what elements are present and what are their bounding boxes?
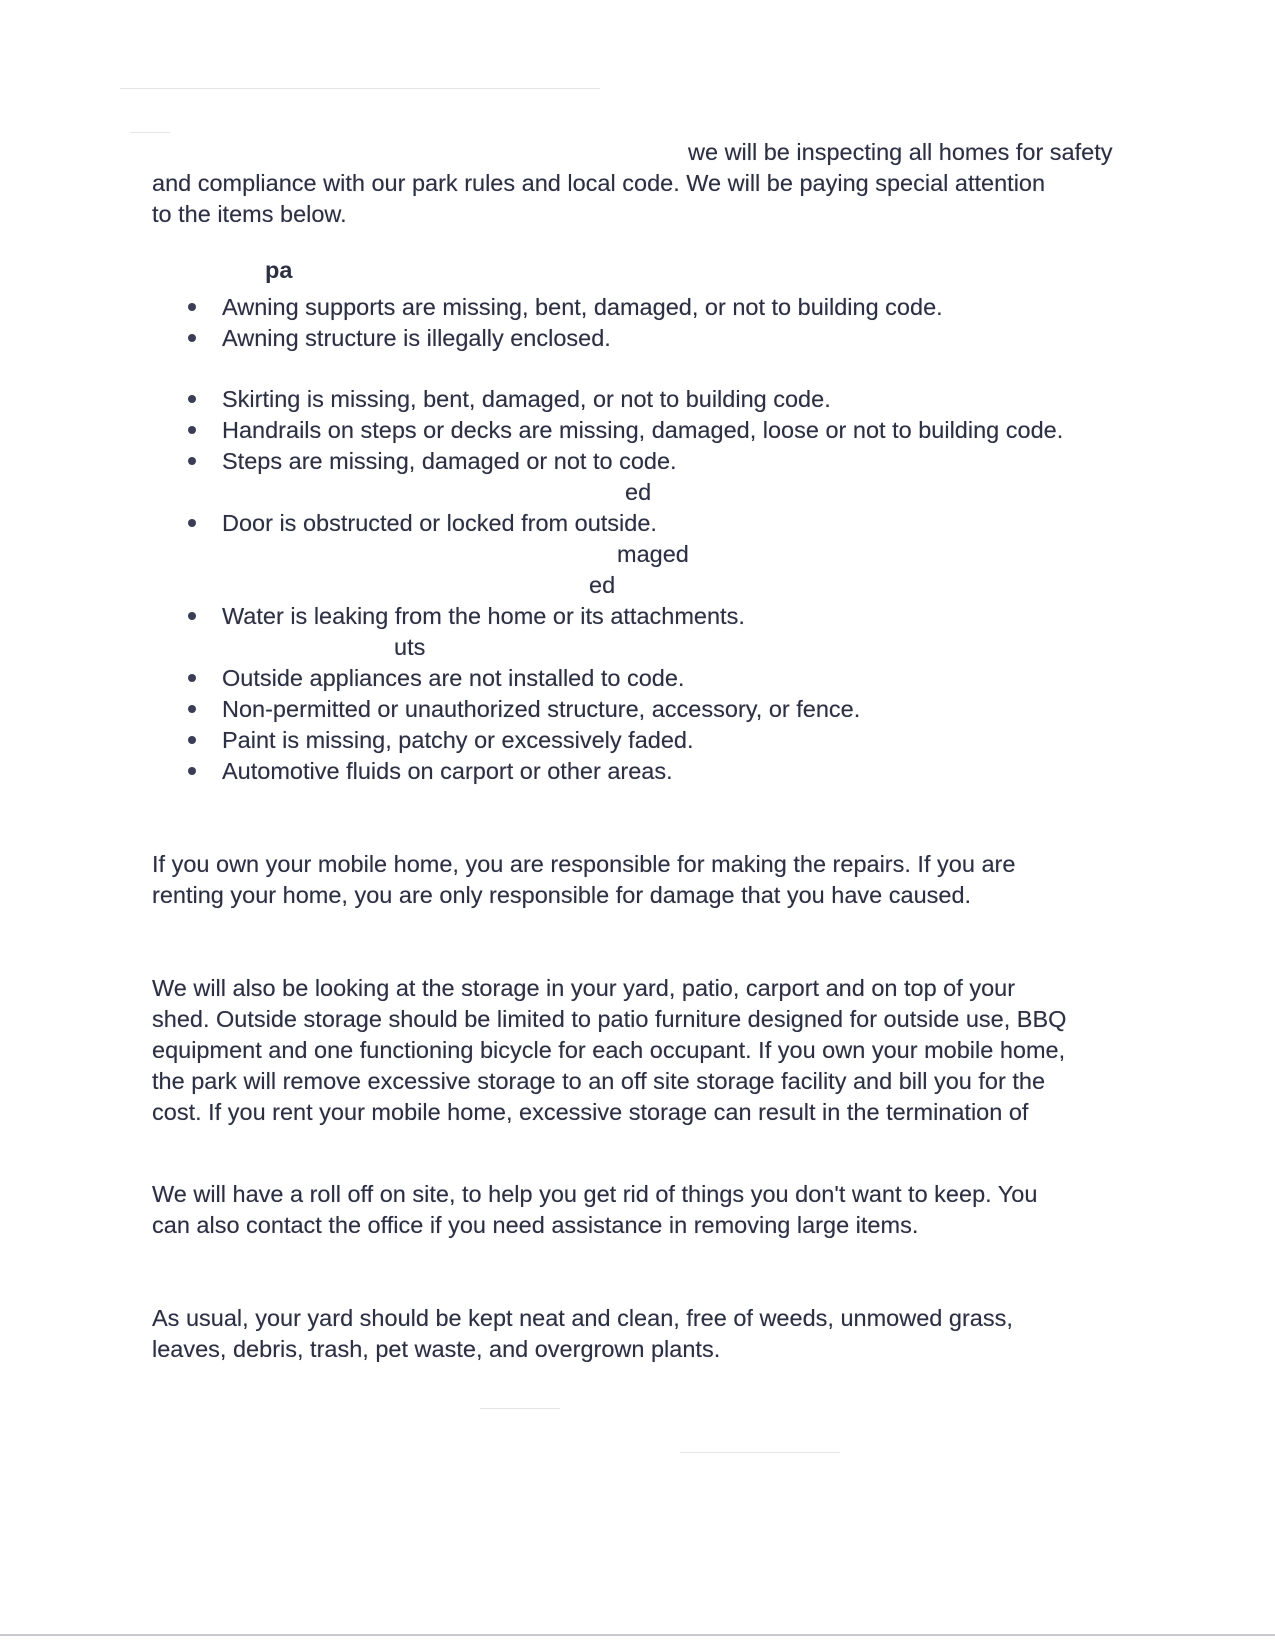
list-item (188, 601, 745, 632)
bullet-dot (188, 705, 196, 713)
list-item (188, 415, 1063, 446)
text-fragment: maged (617, 541, 689, 567)
paragraph-rolloff (152, 1179, 1037, 1241)
paragraph-line: leaves, debris, trash, pet waste, and overgrown plants. (152, 1336, 721, 1362)
list-item (188, 384, 831, 415)
paragraph-line: can also contact the office if you need assistance in removing large items. (152, 1212, 919, 1238)
bullet-dot (188, 395, 196, 403)
bullet-dot (188, 457, 196, 465)
list-item-text: Automotive fluids on carport or other areas. (222, 758, 673, 784)
list-item-text: Steps are missing, damaged or not to code. (222, 448, 677, 474)
bullet-dot (188, 303, 196, 311)
paragraph-line: equipment and one functioning bicycle for each occupant. If you own your mobile home, (152, 1037, 1066, 1063)
section-heading-fragment: pa (265, 257, 293, 283)
scan-artifact-line (480, 1408, 560, 1409)
scan-artifact-line (680, 1452, 840, 1453)
list-item (188, 508, 657, 539)
list-item-text: Non-permitted or unauthorized structure, accessory, or fence. (222, 696, 861, 722)
list-item-text: Outside appliances are not installed to code. (222, 665, 685, 691)
text-fragment: uts (394, 634, 426, 660)
list-item-text: Paint is missing, patchy or excessively faded. (222, 727, 694, 753)
list-item-text: Awning structure is illegally enclosed. (222, 325, 611, 351)
paragraph-line: shed. Outside storage should be limited to patio furniture designed for outside use, BBQ (152, 1006, 1067, 1032)
bullet-dot (188, 426, 196, 434)
list-item-text: Skirting is missing, bent, damaged, or not to building code. (222, 386, 831, 412)
list-item-text: Handrails on steps or decks are missing, damaged, loose or not to building code. (222, 417, 1064, 443)
paragraph-line: If you own your mobile home, you are responsible for making the repairs. If you are (152, 851, 1016, 877)
bullet-dot (188, 612, 196, 620)
bullet-dot (188, 736, 196, 744)
scan-artifact-line (130, 132, 170, 133)
paragraph-line: As usual, your yard should be kept neat and clean, free of weeds, unmowed grass, (152, 1305, 1013, 1331)
bullet-dot (188, 767, 196, 775)
paragraph-responsibility (152, 849, 1015, 911)
paragraph-line: renting your home, you are only responsible for damage that you have caused. (152, 882, 972, 908)
list-item (188, 663, 684, 694)
text-fragment: ed (625, 479, 652, 505)
scan-artifact-line (120, 88, 600, 89)
paragraph-line: the park will remove excessive storage to an off site storage facility and bill you for the (152, 1068, 1046, 1094)
list-item (188, 725, 694, 756)
paragraph-line: cost. If you rent your mobile home, excessive storage can result in the termination of (152, 1099, 1029, 1125)
bullet-dot (188, 519, 196, 527)
list-item (188, 323, 611, 354)
bullet-dot (188, 334, 196, 342)
list-item (188, 292, 943, 323)
bullet-dot (188, 674, 196, 682)
paragraph-line: We will have a roll off on site, to help you get rid of things you don't want to keep. You (152, 1181, 1038, 1207)
list-item (188, 446, 677, 477)
list-item (188, 756, 673, 787)
intro-line-1: we will be inspecting all homes for safety (688, 139, 1113, 165)
text-fragment: ed (589, 572, 616, 598)
list-item (188, 694, 860, 725)
intro-line-2: and compliance with our park rules and local code. We will be paying special attention (152, 170, 1046, 196)
list-item-text: Water is leaking from the home or its attachments. (222, 603, 745, 629)
intro-line-3: to the items below. (152, 201, 347, 227)
list-item-text: Awning supports are missing, bent, damaged, or not to building code. (222, 294, 943, 320)
paragraph-yard (152, 1303, 1013, 1365)
paragraph-storage (152, 973, 1066, 1128)
paragraph-line: We will also be looking at the storage in your yard, patio, carport and on top of your (152, 975, 1016, 1001)
list-item-text: Door is obstructed or locked from outside. (222, 510, 657, 536)
page-bottom-edge (0, 1634, 1275, 1636)
